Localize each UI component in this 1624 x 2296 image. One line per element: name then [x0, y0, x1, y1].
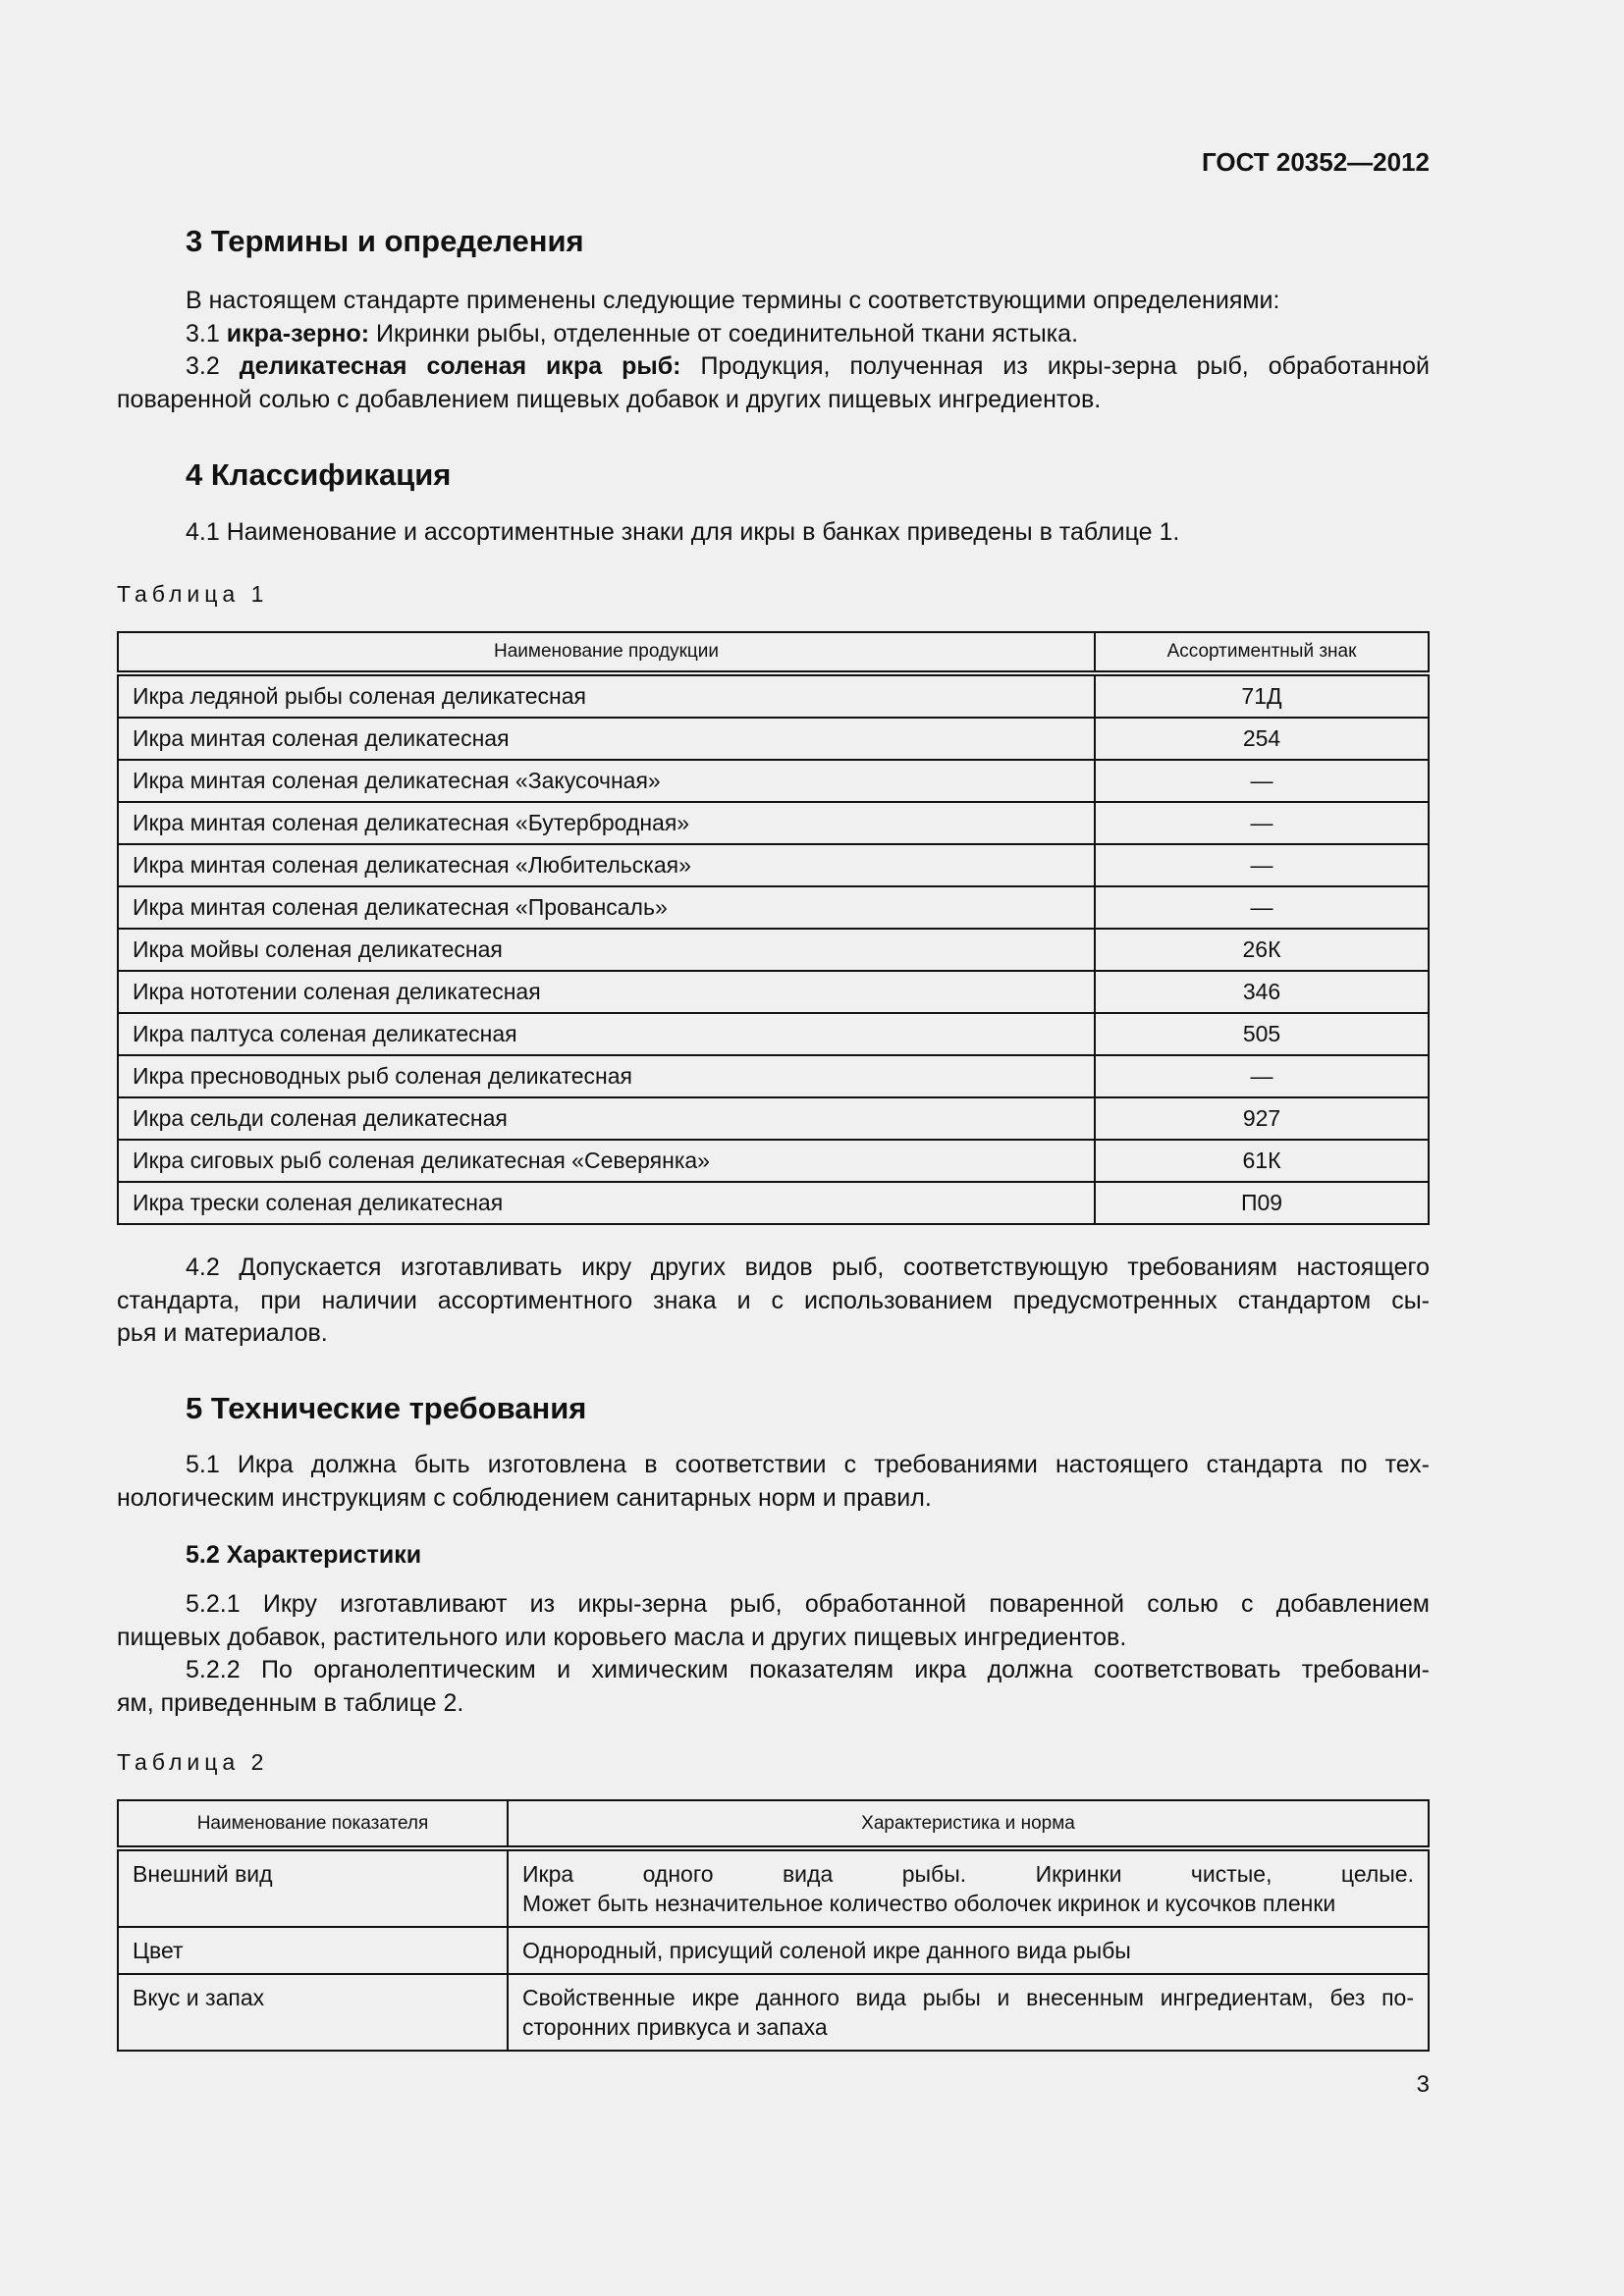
column-header: Наименование продукции: [118, 632, 1095, 673]
page-number: 3: [1416, 2071, 1430, 2098]
assortment-mark: 505: [1095, 1013, 1429, 1055]
document-id: ГОСТ 20352—2012: [1202, 147, 1430, 177]
para-line: ям, приведенным в таблице 2.: [117, 1688, 464, 1717]
product-name: Икра минтая соленая деликатесная «Закусочная»: [118, 760, 1095, 802]
para-5-2: [117, 1588, 1430, 1720]
product-name: Икра палтуса соленая деликатесная: [118, 1013, 1095, 1055]
para-line: 4.1 Наименование и ассортиментные знаки для икры в банках приведены в таблице 1.: [186, 518, 1180, 546]
term-definition: Икринки рыбы, отделенные от соединительной ткани ястыка.: [376, 319, 1079, 347]
product-name: Икра мойвы соленая деликатесная: [118, 929, 1095, 971]
table-2-caption: Таблица 2: [117, 1749, 269, 1775]
column-header: Характеристика и норма: [508, 1800, 1429, 1848]
table-row: [118, 1974, 1429, 2051]
characteristic: [508, 1974, 1429, 2051]
section-4-title: 4 Классификация: [186, 457, 452, 492]
table-row: [118, 971, 1429, 1013]
assortment-mark: 61К: [1095, 1140, 1429, 1182]
assortment-mark: 927: [1095, 1097, 1429, 1140]
term-number: 3.2: [186, 352, 220, 380]
para-5-1: [117, 1449, 1430, 1515]
term-name: деликатесная соленая икра рыб:: [239, 352, 681, 380]
characteristic-line: Однородный, присущий соленой икре данного вида рыбы: [522, 1938, 1131, 1963]
term-3-2-cont: поваренной солью с добавлением пищевых добавок и других пищевых ингредиентов.: [117, 385, 1102, 413]
characteristic-line: сторонних привкуса и запаха: [522, 2014, 828, 2040]
table-row: [118, 1927, 1429, 1974]
term-definition: Продукция, полученная из икры-зерна рыб, обработанной: [700, 352, 1430, 380]
term-3-2: [117, 350, 1430, 384]
table-row: [118, 929, 1429, 971]
product-name: Икра ледяной рыбы соленая деликатесная: [118, 673, 1095, 718]
table-row: [118, 1140, 1429, 1182]
indicator-name: Вкус и запах: [118, 1974, 508, 2051]
para-line: 5.2.2 По органолептическим и химическим показателям икра должна соответствовать требовани-: [186, 1656, 1430, 1683]
assortment-mark: 254: [1095, 718, 1429, 760]
product-name: Икра пресноводных рыб соленая деликатесная: [118, 1055, 1095, 1097]
indicator-name: Внешний вид: [118, 1848, 508, 1927]
section-3-title: 3 Термины и определения: [186, 224, 584, 258]
column-header: Наименование показателя: [118, 1800, 508, 1848]
product-name: Икра сельди соленая деликатесная: [118, 1097, 1095, 1140]
characteristic: [508, 1927, 1429, 1974]
product-name: Икра минтая соленая деликатесная «Провансаль»: [118, 886, 1095, 929]
product-name: Икра минтая соленая деликатесная «Бутербродная»: [118, 802, 1095, 844]
table-row: [118, 760, 1429, 802]
assortment-mark: —: [1095, 844, 1429, 886]
table-row: [118, 1097, 1429, 1140]
product-name: Икра нототении соленая деликатесная: [118, 971, 1095, 1013]
characteristic-line: Может быть незначительное количество оболочек икринок и кусочков пленки: [522, 1891, 1336, 1916]
table-row: [118, 718, 1429, 760]
term-number: 3.1: [186, 319, 220, 347]
assortment-mark: —: [1095, 886, 1429, 929]
term-3-1: [117, 318, 1430, 351]
para-line: рья и материалов.: [117, 1319, 328, 1347]
indicator-name: Цвет: [118, 1927, 508, 1974]
product-name: Икра трески соленая деликатесная: [118, 1182, 1095, 1224]
column-header: Ассортиментный знак: [1095, 632, 1429, 673]
para-line: 4.2 Допускается изготавливать икру других видов рыб, соответствующую требованиям настоящего: [186, 1254, 1430, 1281]
intro-line: В настоящем стандарте применены следующие термины с соответствующими определениями:: [186, 287, 1280, 314]
section-3-text: [117, 285, 1430, 416]
table-row: [118, 673, 1429, 718]
product-name: Икра сиговых рыб соленая деликатесная «Северянка»: [118, 1140, 1095, 1182]
table-1: [117, 631, 1430, 1225]
product-name: Икра минтая соленая деликатесная: [118, 718, 1095, 760]
table-row: [118, 844, 1429, 886]
term-name: икра-зерно:: [226, 319, 370, 347]
characteristic-line: Икра одного вида рыбы. Икринки чистые, целые.: [522, 1861, 1414, 1887]
characteristic: [508, 1848, 1429, 1927]
table-2: [117, 1799, 1430, 2052]
assortment-mark: 71Д: [1095, 673, 1429, 718]
assortment-mark: —: [1095, 802, 1429, 844]
table-row: [118, 802, 1429, 844]
assortment-mark: 346: [1095, 971, 1429, 1013]
table-row: [118, 1055, 1429, 1097]
table-row: [118, 1848, 1429, 1927]
table-1-caption: Таблица 1: [117, 581, 269, 607]
subsection-5-2-title: 5.2 Характеристики: [186, 1541, 422, 1569]
assortment-mark: —: [1095, 760, 1429, 802]
table-row: [118, 886, 1429, 929]
para-line: 5.1 Икра должна быть изготовлена в соответствии с требованиями настоящего стандарта по тех-: [186, 1451, 1430, 1478]
characteristic-line: Свойственные икре данного вида рыбы и внесенным ингредиентам, без по-: [522, 1985, 1414, 2010]
assortment-mark: 26К: [1095, 929, 1429, 971]
para-line: стандарта, при наличии ассортиментного знака и с использованием предусмотренных стандартом сы-: [117, 1286, 1430, 1314]
table-row: [118, 1182, 1429, 1224]
para-line: нологическим инструкциям с соблюдением санитарных норм и правил.: [117, 1483, 932, 1512]
section-5-title: 5 Технические требования: [186, 1391, 587, 1425]
para-line: пищевых добавок, растительного или коровьего масла и других пищевых ингредиентов.: [117, 1623, 1127, 1651]
assortment-mark: —: [1095, 1055, 1429, 1097]
para-4-2: [117, 1252, 1430, 1351]
para-line: 5.2.1 Икру изготавливают из икры-зерна рыб, обработанной поваренной солью с добавлением: [186, 1590, 1430, 1618]
para-4-1: [117, 516, 1430, 550]
table-row: [118, 1013, 1429, 1055]
product-name: Икра минтая соленая деликатесная «Любительская»: [118, 844, 1095, 886]
assortment-mark: П09: [1095, 1182, 1429, 1224]
